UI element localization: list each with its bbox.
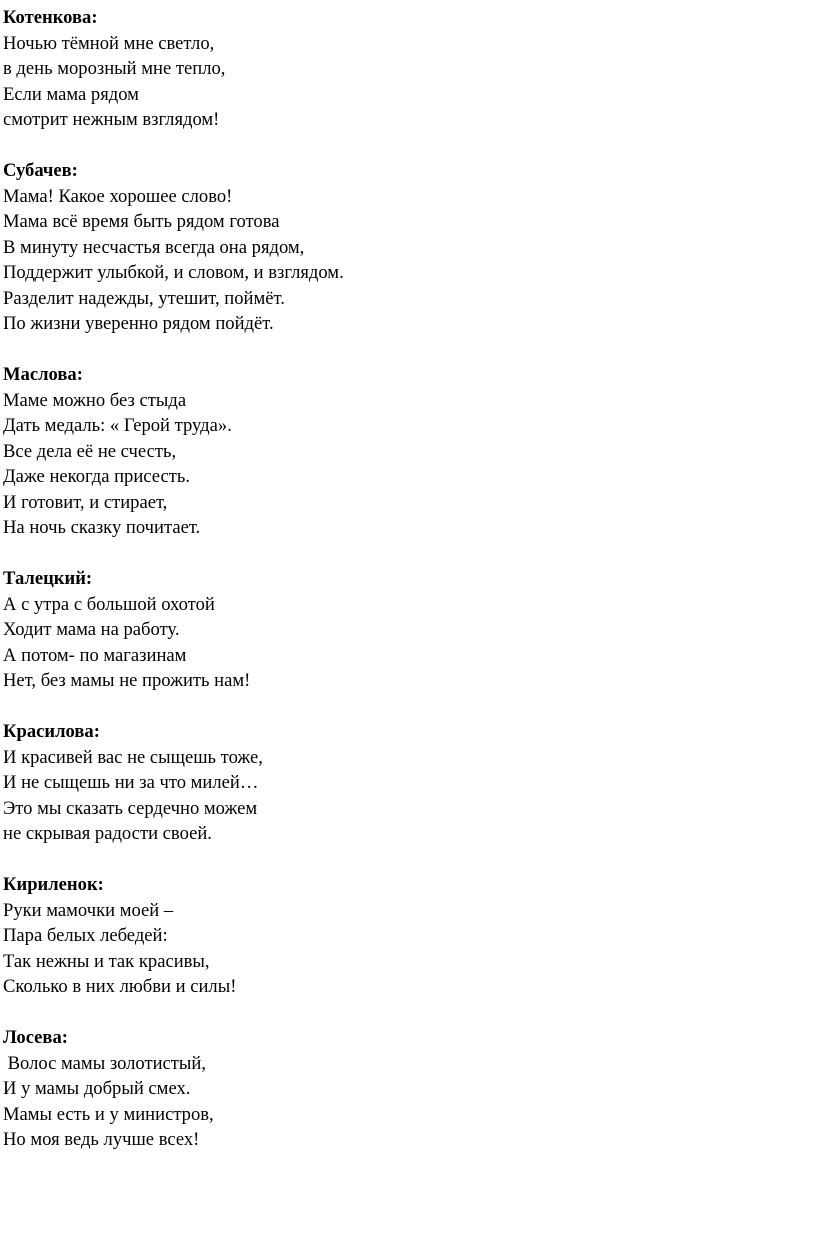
verse-line: Пара белых лебедей: [3, 925, 168, 946]
verse-line: И не сыщешь ни за что милей… [3, 772, 259, 793]
speaker-name: Маслова: [3, 364, 83, 385]
verse-line: Если мама рядом [3, 83, 139, 105]
verse-line: Ходит мама на работу. [3, 619, 180, 640]
verse-line: По жизни уверенно рядом пойдёт. [3, 313, 274, 334]
verse-line: А с утра с большой охотой [3, 593, 215, 615]
verse-line: Все дела её не счесть, [3, 440, 177, 462]
verse-line: А потом- по магазинам [3, 644, 187, 666]
speaker-name: Лосева: [3, 1027, 68, 1048]
verse-line: Ночью тёмной мне светло, [3, 32, 215, 54]
speaker-name: Субачев: [3, 160, 78, 181]
verse-line: Руки мамочки моей – [3, 899, 174, 921]
verse-line: Мама! Какое хорошее слово! [3, 185, 233, 207]
verse-line: Даже некогда присесть. [3, 466, 190, 487]
verse-line: Маме можно без стыда [3, 389, 187, 411]
speaker-name: Талецкий: [3, 568, 93, 589]
stanza-taletsky [3, 566, 803, 694]
document-body [3, 5, 803, 1178]
verse-line: И красивей вас не сыщешь тоже, [3, 746, 263, 768]
stanza-kotenkova [3, 5, 803, 133]
verse-line: Так нежны и так красивы, [3, 950, 210, 972]
verse-line: Нет, без мамы не прожить нам! [3, 670, 251, 691]
verse-line: И у мамы добрый смех. [3, 1078, 191, 1099]
verse-line: В минуту несчастья всегда она рядом, [3, 236, 305, 258]
verse-line: Это мы сказать сердечно можем [3, 797, 258, 819]
stanza-loseva [3, 1025, 803, 1153]
speaker-name: Кириленок: [3, 874, 104, 895]
verse-line: не скрывая радости своей. [3, 823, 212, 844]
verse-line: Волос мамы золотистый, [3, 1052, 207, 1074]
stanza-subachev [3, 158, 803, 337]
verse-line: Поддержит улыбкой, и словом, и взглядом. [3, 262, 344, 283]
verse-line: смотрит нежным взглядом! [3, 109, 220, 130]
speaker-name: Красилова: [3, 721, 100, 742]
stanza-maslova [3, 362, 803, 541]
verse-line: И готовит, и стирает, [3, 491, 168, 513]
verse-line: Мамы есть и у министров, [3, 1103, 214, 1125]
verse-line: Но моя ведь лучше всех! [3, 1129, 200, 1150]
verse-line: Дать медаль: « Герой труда». [3, 415, 232, 436]
verse-line: в день морозный мне тепло, [3, 58, 226, 79]
stanza-kirilenok [3, 872, 803, 1000]
verse-line: На ночь сказку почитает. [3, 517, 201, 538]
stanza-krasilova [3, 719, 803, 847]
speaker-name: Котенкова: [3, 7, 98, 28]
verse-line: Разделит надежды, утешит, поймёт. [3, 287, 285, 309]
verse-line: Мама всё время быть рядом готова [3, 211, 280, 232]
verse-line: Сколько в них любви и силы! [3, 976, 237, 997]
